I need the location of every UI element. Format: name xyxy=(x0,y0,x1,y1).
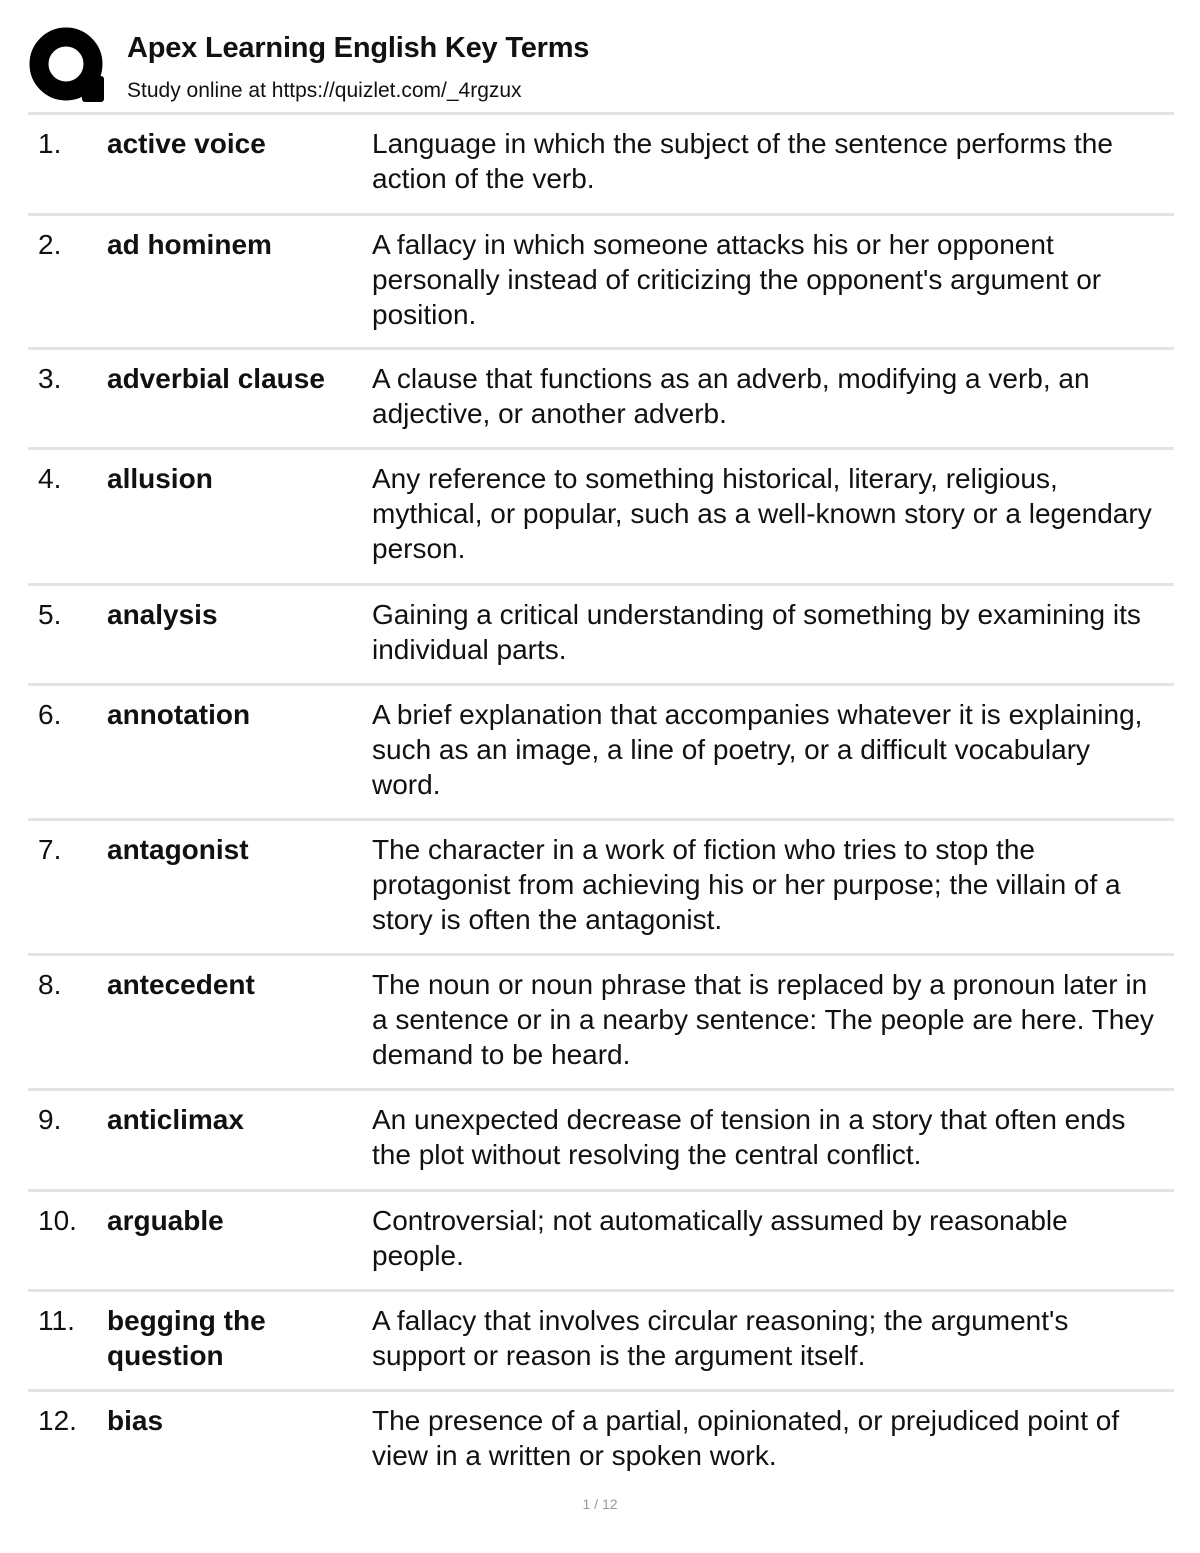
term-word: adverbial clause xyxy=(107,363,325,394)
term-definition: The character in a work of fiction who tries to stop the protagonist from achieving his or her purpose; the villain of a story is often the antagonist. xyxy=(372,834,1121,935)
term-row xyxy=(28,450,1174,586)
term-definition: A clause that functions as an adverb, modifying a verb, an adjective, or another adverb. xyxy=(372,363,1090,429)
term-row xyxy=(28,350,1174,450)
term-definition: An unexpected decrease of tension in a story that often ends the plot without resolving the central conflict. xyxy=(372,1104,1126,1170)
page-header xyxy=(28,26,1172,110)
term-row xyxy=(28,115,1174,216)
term-word: bias xyxy=(107,1405,164,1436)
term-row xyxy=(28,586,1174,686)
term-number: 5. xyxy=(38,599,62,630)
term-number: 1. xyxy=(38,128,62,159)
quizlet-q-logo-icon xyxy=(28,26,108,106)
term-definition: The noun or noun phrase that is replaced by a pronoun later in a sentence or in a nearby sentence: The people are here. They demand to be heard. xyxy=(372,969,1154,1070)
term-definition: Language in which the subject of the sentence performs the action of the verb. xyxy=(372,128,1113,194)
term-number: 6. xyxy=(38,699,62,730)
term-definition: Any reference to something historical, literary, religious, mythical, or popular, such as a well-known story or a legendary person. xyxy=(372,463,1152,564)
term-word: begging the question xyxy=(107,1305,266,1371)
term-word: annotation xyxy=(107,699,251,730)
term-number: 11. xyxy=(38,1305,75,1336)
page-indicator: 1 / 12 xyxy=(582,1496,618,1512)
term-number: 8. xyxy=(38,969,62,1000)
term-word: anticlimax xyxy=(107,1104,244,1135)
term-row xyxy=(28,686,1174,821)
study-link[interactable]: Study online at https://quizlet.com/_4rgzux xyxy=(127,79,522,102)
term-number: 3. xyxy=(38,363,62,394)
term-row xyxy=(28,821,1174,956)
term-number: 4. xyxy=(38,463,62,494)
term-number: 7. xyxy=(38,834,62,865)
term-row xyxy=(28,1292,1174,1392)
term-row xyxy=(28,1392,1174,1487)
term-word: antagonist xyxy=(107,834,249,865)
term-number: 2. xyxy=(38,229,62,260)
term-definition: Gaining a critical understanding of something by examining its individual parts. xyxy=(372,599,1141,665)
term-number: 9. xyxy=(38,1104,62,1135)
term-definition: A brief explanation that accompanies whatever it is explaining, such as an image, a line of poetry, or a difficult vocabulary word. xyxy=(372,699,1143,800)
term-number: 12. xyxy=(38,1405,77,1436)
page-title: Apex Learning English Key Terms xyxy=(127,32,590,64)
terms-table xyxy=(28,112,1174,1487)
term-word: active voice xyxy=(107,128,266,159)
term-word: arguable xyxy=(107,1205,224,1236)
term-definition: A fallacy that involves circular reasoning; the argument's support or reason is the argument itself. xyxy=(372,1305,1069,1371)
term-row xyxy=(28,1192,1174,1292)
term-word: ad hominem xyxy=(107,229,272,260)
term-number: 10. xyxy=(38,1205,77,1236)
term-definition: Controversial; not automatically assumed by reasonable people. xyxy=(372,1205,1068,1271)
term-definition: A fallacy in which someone attacks his or her opponent personally instead of criticizing the opponent's argument or position. xyxy=(372,229,1102,330)
term-word: allusion xyxy=(107,463,213,494)
term-row xyxy=(28,216,1174,350)
term-row xyxy=(28,956,1174,1091)
term-word: antecedent xyxy=(107,969,255,1000)
term-word: analysis xyxy=(107,599,218,630)
term-definition: The presence of a partial, opinionated, or prejudiced point of view in a written or spoken work. xyxy=(372,1405,1120,1471)
term-row xyxy=(28,1091,1174,1192)
